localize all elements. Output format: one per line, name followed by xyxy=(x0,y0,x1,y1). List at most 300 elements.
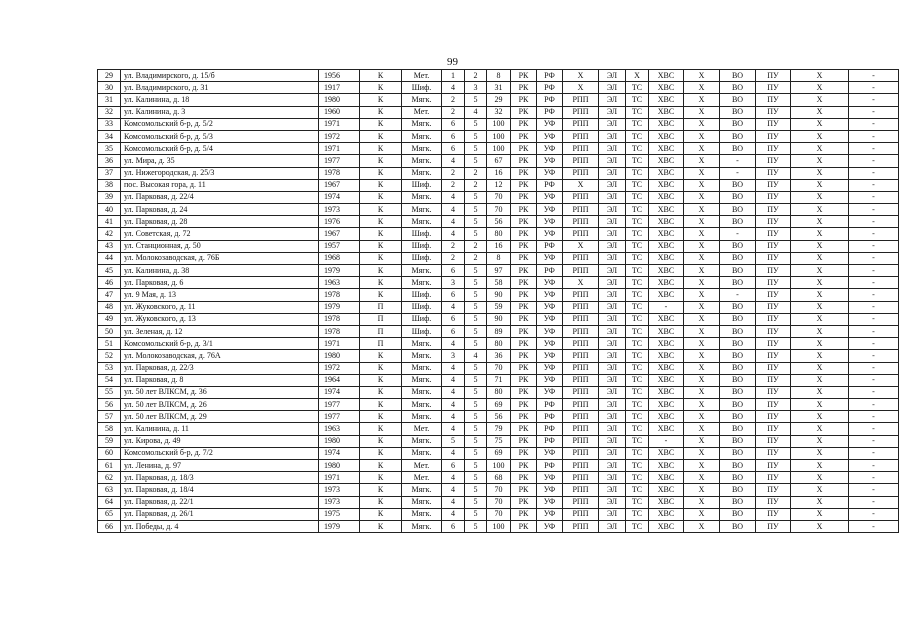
cell-metering: ПУ xyxy=(756,155,791,167)
cell-floors: 6 xyxy=(442,289,465,301)
table-row xyxy=(98,423,899,435)
cell-metering: ПУ xyxy=(756,411,791,423)
cell-year-built: 1917 xyxy=(319,82,360,94)
cell-metering: ПУ xyxy=(756,228,791,240)
cell-hot-water: Х xyxy=(684,289,720,301)
table-row xyxy=(98,484,899,496)
cell-heat-supply: ТС xyxy=(626,106,649,118)
cell-hot-water: Х xyxy=(684,301,720,313)
cell-heat-supply: ТС xyxy=(626,411,649,423)
table-body xyxy=(98,70,899,533)
cell-row-number: 39 xyxy=(98,191,121,203)
cell-floors: 4 xyxy=(442,216,465,228)
cell-foundation: РФ xyxy=(537,265,563,277)
cell-year-built: 1978 xyxy=(319,289,360,301)
cell-floors: 4 xyxy=(442,423,465,435)
cell-other: - xyxy=(849,191,899,203)
cell-row-number: 37 xyxy=(98,167,121,179)
cell-sewerage: ВО xyxy=(720,350,756,362)
table-row xyxy=(98,411,899,423)
cell-floors: 2 xyxy=(442,167,465,179)
table-row xyxy=(98,289,899,301)
table-row xyxy=(98,447,899,459)
cell-hot-water: Х xyxy=(684,118,720,130)
cell-heating-type: РК xyxy=(511,435,537,447)
cell-heating-type: РК xyxy=(511,216,537,228)
cell-foundation: УФ xyxy=(537,447,563,459)
cell-heat-supply: ТС xyxy=(626,447,649,459)
cell-heating-type: РК xyxy=(511,228,537,240)
cell-riser-type: РПП xyxy=(563,106,599,118)
cell-sewerage: - xyxy=(720,228,756,240)
cell-other: - xyxy=(849,350,899,362)
cell-heating-type: РК xyxy=(511,106,537,118)
cell-entrances: 5 xyxy=(465,155,487,167)
cell-heating-type: РК xyxy=(511,362,537,374)
cell-address: ул. Нижегородская, д. 25/3 xyxy=(121,167,319,179)
cell-riser-type: РПП xyxy=(563,496,599,508)
cell-address: ул. Парковая, д. 26/1 xyxy=(121,508,319,520)
cell-row-number: 38 xyxy=(98,179,121,191)
table-row xyxy=(98,252,899,264)
cell-foundation: УФ xyxy=(537,252,563,264)
cell-year-built: 1963 xyxy=(319,423,360,435)
cell-floors: 4 xyxy=(442,228,465,240)
cell-address: ул. Калинина, д. 18 xyxy=(121,94,319,106)
table-row xyxy=(98,118,899,130)
cell-floors: 4 xyxy=(442,362,465,374)
cell-entrances: 5 xyxy=(465,520,487,532)
cell-apartments: 80 xyxy=(487,338,511,350)
table-row xyxy=(98,362,899,374)
cell-other: - xyxy=(849,460,899,472)
cell-hot-water: Х xyxy=(684,313,720,325)
cell-apartments: 32 xyxy=(487,106,511,118)
table-row xyxy=(98,460,899,472)
cell-gas: Х xyxy=(791,508,849,520)
cell-metering: ПУ xyxy=(756,252,791,264)
cell-sewerage: ВО xyxy=(720,265,756,277)
cell-heating-type: РК xyxy=(511,460,537,472)
cell-address: ул. Жуковского, д. 11 xyxy=(121,301,319,313)
cell-floors: 4 xyxy=(442,447,465,459)
cell-year-built: 1978 xyxy=(319,325,360,337)
cell-sewerage: ВО xyxy=(720,325,756,337)
cell-row-number: 57 xyxy=(98,411,121,423)
cell-sewerage: ВО xyxy=(720,118,756,130)
cell-riser-type: РПП xyxy=(563,520,599,532)
cell-heating-type: РК xyxy=(511,167,537,179)
cell-riser-type: Х xyxy=(563,277,599,289)
cell-sewerage: ВО xyxy=(720,496,756,508)
cell-sewerage: ВО xyxy=(720,106,756,118)
cell-apartments: 58 xyxy=(487,277,511,289)
cell-hot-water: Х xyxy=(684,82,720,94)
table-row xyxy=(98,216,899,228)
cell-row-number: 58 xyxy=(98,423,121,435)
cell-wall-material: К xyxy=(360,460,402,472)
cell-other: - xyxy=(849,484,899,496)
cell-year-built: 1968 xyxy=(319,252,360,264)
cell-riser-type: РПП xyxy=(563,167,599,179)
cell-wall-material: К xyxy=(360,155,402,167)
cell-row-number: 33 xyxy=(98,118,121,130)
cell-entrances: 2 xyxy=(465,179,487,191)
cell-heating-type: РК xyxy=(511,374,537,386)
cell-floors: 4 xyxy=(442,484,465,496)
cell-cold-water: ХВС xyxy=(649,204,684,216)
cell-metering: ПУ xyxy=(756,350,791,362)
cell-address: ул. Жуковского, д. 13 xyxy=(121,313,319,325)
cell-row-number: 63 xyxy=(98,484,121,496)
cell-heating-type: РК xyxy=(511,520,537,532)
cell-roof-type: Мягк. xyxy=(402,143,442,155)
cell-wall-material: К xyxy=(360,386,402,398)
cell-heat-supply: ТС xyxy=(626,204,649,216)
cell-roof-type: Шиф. xyxy=(402,240,442,252)
cell-roof-type: Шиф. xyxy=(402,313,442,325)
cell-electricity: ЭЛ xyxy=(599,265,626,277)
cell-gas: Х xyxy=(791,216,849,228)
cell-electricity: ЭЛ xyxy=(599,423,626,435)
cell-other: - xyxy=(849,143,899,155)
cell-metering: ПУ xyxy=(756,70,791,82)
cell-metering: ПУ xyxy=(756,325,791,337)
cell-cold-water: ХВС xyxy=(649,179,684,191)
cell-sewerage: ВО xyxy=(720,472,756,484)
cell-foundation: РФ xyxy=(537,106,563,118)
cell-row-number: 53 xyxy=(98,362,121,374)
cell-sewerage: ВО xyxy=(720,338,756,350)
cell-foundation: УФ xyxy=(537,496,563,508)
cell-cold-water: ХВС xyxy=(649,191,684,203)
cell-row-number: 56 xyxy=(98,399,121,411)
cell-sewerage: ВО xyxy=(720,508,756,520)
cell-entrances: 5 xyxy=(465,265,487,277)
cell-electricity: ЭЛ xyxy=(599,386,626,398)
cell-heat-supply: ТС xyxy=(626,228,649,240)
cell-metering: ПУ xyxy=(756,520,791,532)
cell-wall-material: П xyxy=(360,338,402,350)
cell-hot-water: Х xyxy=(684,460,720,472)
cell-riser-type: РПП xyxy=(563,411,599,423)
cell-sewerage: - xyxy=(720,289,756,301)
cell-entrances: 4 xyxy=(465,350,487,362)
cell-hot-water: Х xyxy=(684,265,720,277)
cell-sewerage: ВО xyxy=(720,460,756,472)
cell-metering: ПУ xyxy=(756,167,791,179)
cell-cold-water: ХВС xyxy=(649,143,684,155)
cell-gas: Х xyxy=(791,191,849,203)
cell-riser-type: РПП xyxy=(563,191,599,203)
cell-foundation: РФ xyxy=(537,240,563,252)
cell-address: Комсомольский б-р, д. 5/3 xyxy=(121,130,319,142)
cell-heating-type: РК xyxy=(511,411,537,423)
cell-address: Комсомольский б-р, д. 5/4 xyxy=(121,143,319,155)
cell-gas: Х xyxy=(791,118,849,130)
cell-heat-supply: ТС xyxy=(626,167,649,179)
cell-riser-type: РПП xyxy=(563,252,599,264)
cell-roof-type: Мягк. xyxy=(402,484,442,496)
cell-apartments: 68 xyxy=(487,472,511,484)
cell-sewerage: ВО xyxy=(720,252,756,264)
cell-gas: Х xyxy=(791,228,849,240)
table-row xyxy=(98,130,899,142)
cell-year-built: 1972 xyxy=(319,130,360,142)
cell-wall-material: П xyxy=(360,313,402,325)
cell-apartments: 70 xyxy=(487,362,511,374)
cell-year-built: 1971 xyxy=(319,118,360,130)
cell-floors: 4 xyxy=(442,82,465,94)
cell-heat-supply: ТС xyxy=(626,374,649,386)
cell-floors: 4 xyxy=(442,508,465,520)
cell-other: - xyxy=(849,313,899,325)
cell-sewerage: ВО xyxy=(720,204,756,216)
table-row xyxy=(98,265,899,277)
cell-roof-type: Мягк. xyxy=(402,338,442,350)
cell-heat-supply: ТС xyxy=(626,191,649,203)
cell-cold-water: ХВС xyxy=(649,155,684,167)
cell-roof-type: Мягк. xyxy=(402,130,442,142)
cell-wall-material: К xyxy=(360,399,402,411)
cell-floors: 2 xyxy=(442,240,465,252)
cell-row-number: 65 xyxy=(98,508,121,520)
cell-hot-water: Х xyxy=(684,228,720,240)
cell-metering: ПУ xyxy=(756,106,791,118)
cell-entrances: 5 xyxy=(465,143,487,155)
cell-sewerage: ВО xyxy=(720,447,756,459)
cell-riser-type: РПП xyxy=(563,362,599,374)
cell-apartments: 16 xyxy=(487,240,511,252)
table-row xyxy=(98,155,899,167)
cell-metering: ПУ xyxy=(756,118,791,130)
cell-hot-water: Х xyxy=(684,520,720,532)
cell-hot-water: Х xyxy=(684,362,720,374)
cell-heating-type: РК xyxy=(511,240,537,252)
cell-year-built: 1977 xyxy=(319,411,360,423)
cell-electricity: ЭЛ xyxy=(599,118,626,130)
cell-foundation: УФ xyxy=(537,167,563,179)
cell-row-number: 32 xyxy=(98,106,121,118)
cell-row-number: 52 xyxy=(98,350,121,362)
cell-address: ул. 50 лет ВЛКСМ, д. 26 xyxy=(121,399,319,411)
cell-row-number: 42 xyxy=(98,228,121,240)
cell-other: - xyxy=(849,435,899,447)
cell-heating-type: РК xyxy=(511,155,537,167)
cell-metering: ПУ xyxy=(756,289,791,301)
table-row xyxy=(98,301,899,313)
cell-apartments: 56 xyxy=(487,411,511,423)
cell-gas: Х xyxy=(791,411,849,423)
cell-cold-water: ХВС xyxy=(649,240,684,252)
cell-hot-water: Х xyxy=(684,167,720,179)
cell-cold-water: ХВС xyxy=(649,106,684,118)
cell-address: ул. 50 лет ВЛКСМ, д. 29 xyxy=(121,411,319,423)
cell-foundation: УФ xyxy=(537,289,563,301)
cell-row-number: 43 xyxy=(98,240,121,252)
cell-heat-supply: ТС xyxy=(626,277,649,289)
cell-apartments: 97 xyxy=(487,265,511,277)
cell-wall-material: К xyxy=(360,277,402,289)
cell-cold-water: ХВС xyxy=(649,313,684,325)
cell-roof-type: Мягк. xyxy=(402,167,442,179)
cell-metering: ПУ xyxy=(756,472,791,484)
cell-riser-type: РПП xyxy=(563,484,599,496)
cell-row-number: 60 xyxy=(98,447,121,459)
table-row xyxy=(98,179,899,191)
cell-row-number: 61 xyxy=(98,460,121,472)
cell-entrances: 5 xyxy=(465,484,487,496)
cell-roof-type: Мет. xyxy=(402,472,442,484)
cell-floors: 4 xyxy=(442,301,465,313)
cell-heat-supply: ТС xyxy=(626,313,649,325)
cell-cold-water: ХВС xyxy=(649,277,684,289)
cell-apartments: 69 xyxy=(487,447,511,459)
cell-heat-supply: Х xyxy=(626,70,649,82)
cell-heat-supply: ТС xyxy=(626,484,649,496)
cell-wall-material: К xyxy=(360,472,402,484)
cell-hot-water: Х xyxy=(684,70,720,82)
cell-cold-water: - xyxy=(649,435,684,447)
table-row xyxy=(98,167,899,179)
cell-sewerage: ВО xyxy=(720,386,756,398)
cell-apartments: 12 xyxy=(487,179,511,191)
cell-heat-supply: ТС xyxy=(626,386,649,398)
table-row xyxy=(98,94,899,106)
cell-sewerage: ВО xyxy=(720,423,756,435)
cell-riser-type: РПП xyxy=(563,508,599,520)
cell-gas: Х xyxy=(791,277,849,289)
cell-address: ул. Парковая, д. 18/3 xyxy=(121,472,319,484)
cell-roof-type: Мягк. xyxy=(402,411,442,423)
cell-hot-water: Х xyxy=(684,325,720,337)
cell-metering: ПУ xyxy=(756,399,791,411)
cell-wall-material: К xyxy=(360,130,402,142)
cell-cold-water: ХВС xyxy=(649,228,684,240)
cell-roof-type: Мягк. xyxy=(402,118,442,130)
cell-floors: 1 xyxy=(442,70,465,82)
cell-apartments: 59 xyxy=(487,301,511,313)
cell-entrances: 5 xyxy=(465,338,487,350)
cell-cold-water: ХВС xyxy=(649,252,684,264)
cell-hot-water: Х xyxy=(684,130,720,142)
cell-sewerage: ВО xyxy=(720,240,756,252)
cell-year-built: 1967 xyxy=(319,179,360,191)
cell-metering: ПУ xyxy=(756,301,791,313)
cell-address: ул. Молокозаводская, д. 76Б xyxy=(121,252,319,264)
cell-cold-water: ХВС xyxy=(649,411,684,423)
cell-entrances: 5 xyxy=(465,301,487,313)
cell-heating-type: РК xyxy=(511,472,537,484)
cell-row-number: 54 xyxy=(98,374,121,386)
cell-address: ул. Молокозаводская, д. 76А xyxy=(121,350,319,362)
cell-year-built: 1976 xyxy=(319,216,360,228)
cell-entrances: 5 xyxy=(465,228,487,240)
cell-heating-type: РК xyxy=(511,386,537,398)
cell-riser-type: Х xyxy=(563,70,599,82)
cell-row-number: 62 xyxy=(98,472,121,484)
cell-sewerage: ВО xyxy=(720,411,756,423)
table-row xyxy=(98,106,899,118)
cell-heat-supply: ТС xyxy=(626,240,649,252)
cell-metering: ПУ xyxy=(756,460,791,472)
cell-cold-water: - xyxy=(649,301,684,313)
cell-electricity: ЭЛ xyxy=(599,277,626,289)
cell-heat-supply: ТС xyxy=(626,423,649,435)
cell-address: ул. Кирова, д. 49 xyxy=(121,435,319,447)
cell-entrances: 5 xyxy=(465,313,487,325)
cell-apartments: 71 xyxy=(487,374,511,386)
cell-gas: Х xyxy=(791,82,849,94)
cell-hot-water: Х xyxy=(684,143,720,155)
cell-year-built: 1979 xyxy=(319,265,360,277)
cell-address: ул. 9 Мая, д. 13 xyxy=(121,289,319,301)
cell-cold-water: ХВС xyxy=(649,460,684,472)
cell-riser-type: РПП xyxy=(563,435,599,447)
cell-apartments: 79 xyxy=(487,423,511,435)
cell-wall-material: К xyxy=(360,252,402,264)
cell-roof-type: Мягк. xyxy=(402,191,442,203)
cell-metering: ПУ xyxy=(756,191,791,203)
cell-other: - xyxy=(849,508,899,520)
cell-hot-water: Х xyxy=(684,399,720,411)
cell-sewerage: ВО xyxy=(720,484,756,496)
cell-year-built: 1980 xyxy=(319,94,360,106)
cell-row-number: 66 xyxy=(98,520,121,532)
table-row xyxy=(98,350,899,362)
cell-cold-water: ХВС xyxy=(649,289,684,301)
cell-row-number: 64 xyxy=(98,496,121,508)
cell-heating-type: РК xyxy=(511,130,537,142)
cell-entrances: 5 xyxy=(465,423,487,435)
cell-sewerage: ВО xyxy=(720,143,756,155)
cell-foundation: УФ xyxy=(537,118,563,130)
cell-gas: Х xyxy=(791,143,849,155)
cell-entrances: 5 xyxy=(465,362,487,374)
cell-entrances: 5 xyxy=(465,289,487,301)
cell-row-number: 44 xyxy=(98,252,121,264)
cell-cold-water: ХВС xyxy=(649,325,684,337)
cell-roof-type: Шиф. xyxy=(402,252,442,264)
cell-floors: 5 xyxy=(442,435,465,447)
cell-address: ул. Парковая, д. 18/4 xyxy=(121,484,319,496)
cell-year-built: 1971 xyxy=(319,143,360,155)
cell-electricity: ЭЛ xyxy=(599,216,626,228)
cell-heating-type: РК xyxy=(511,179,537,191)
cell-gas: Х xyxy=(791,447,849,459)
cell-foundation: УФ xyxy=(537,301,563,313)
cell-wall-material: К xyxy=(360,70,402,82)
cell-riser-type: РПП xyxy=(563,228,599,240)
cell-row-number: 29 xyxy=(98,70,121,82)
cell-gas: Х xyxy=(791,301,849,313)
cell-floors: 2 xyxy=(442,252,465,264)
cell-heating-type: РК xyxy=(511,338,537,350)
cell-riser-type: РПП xyxy=(563,325,599,337)
cell-riser-type: Х xyxy=(563,82,599,94)
cell-cold-water: ХВС xyxy=(649,362,684,374)
cell-hot-water: Х xyxy=(684,435,720,447)
cell-row-number: 45 xyxy=(98,265,121,277)
cell-hot-water: Х xyxy=(684,447,720,459)
cell-entrances: 5 xyxy=(465,411,487,423)
cell-hot-water: Х xyxy=(684,155,720,167)
cell-floors: 4 xyxy=(442,472,465,484)
table-row xyxy=(98,277,899,289)
cell-hot-water: Х xyxy=(684,94,720,106)
table-row xyxy=(98,386,899,398)
cell-electricity: ЭЛ xyxy=(599,399,626,411)
